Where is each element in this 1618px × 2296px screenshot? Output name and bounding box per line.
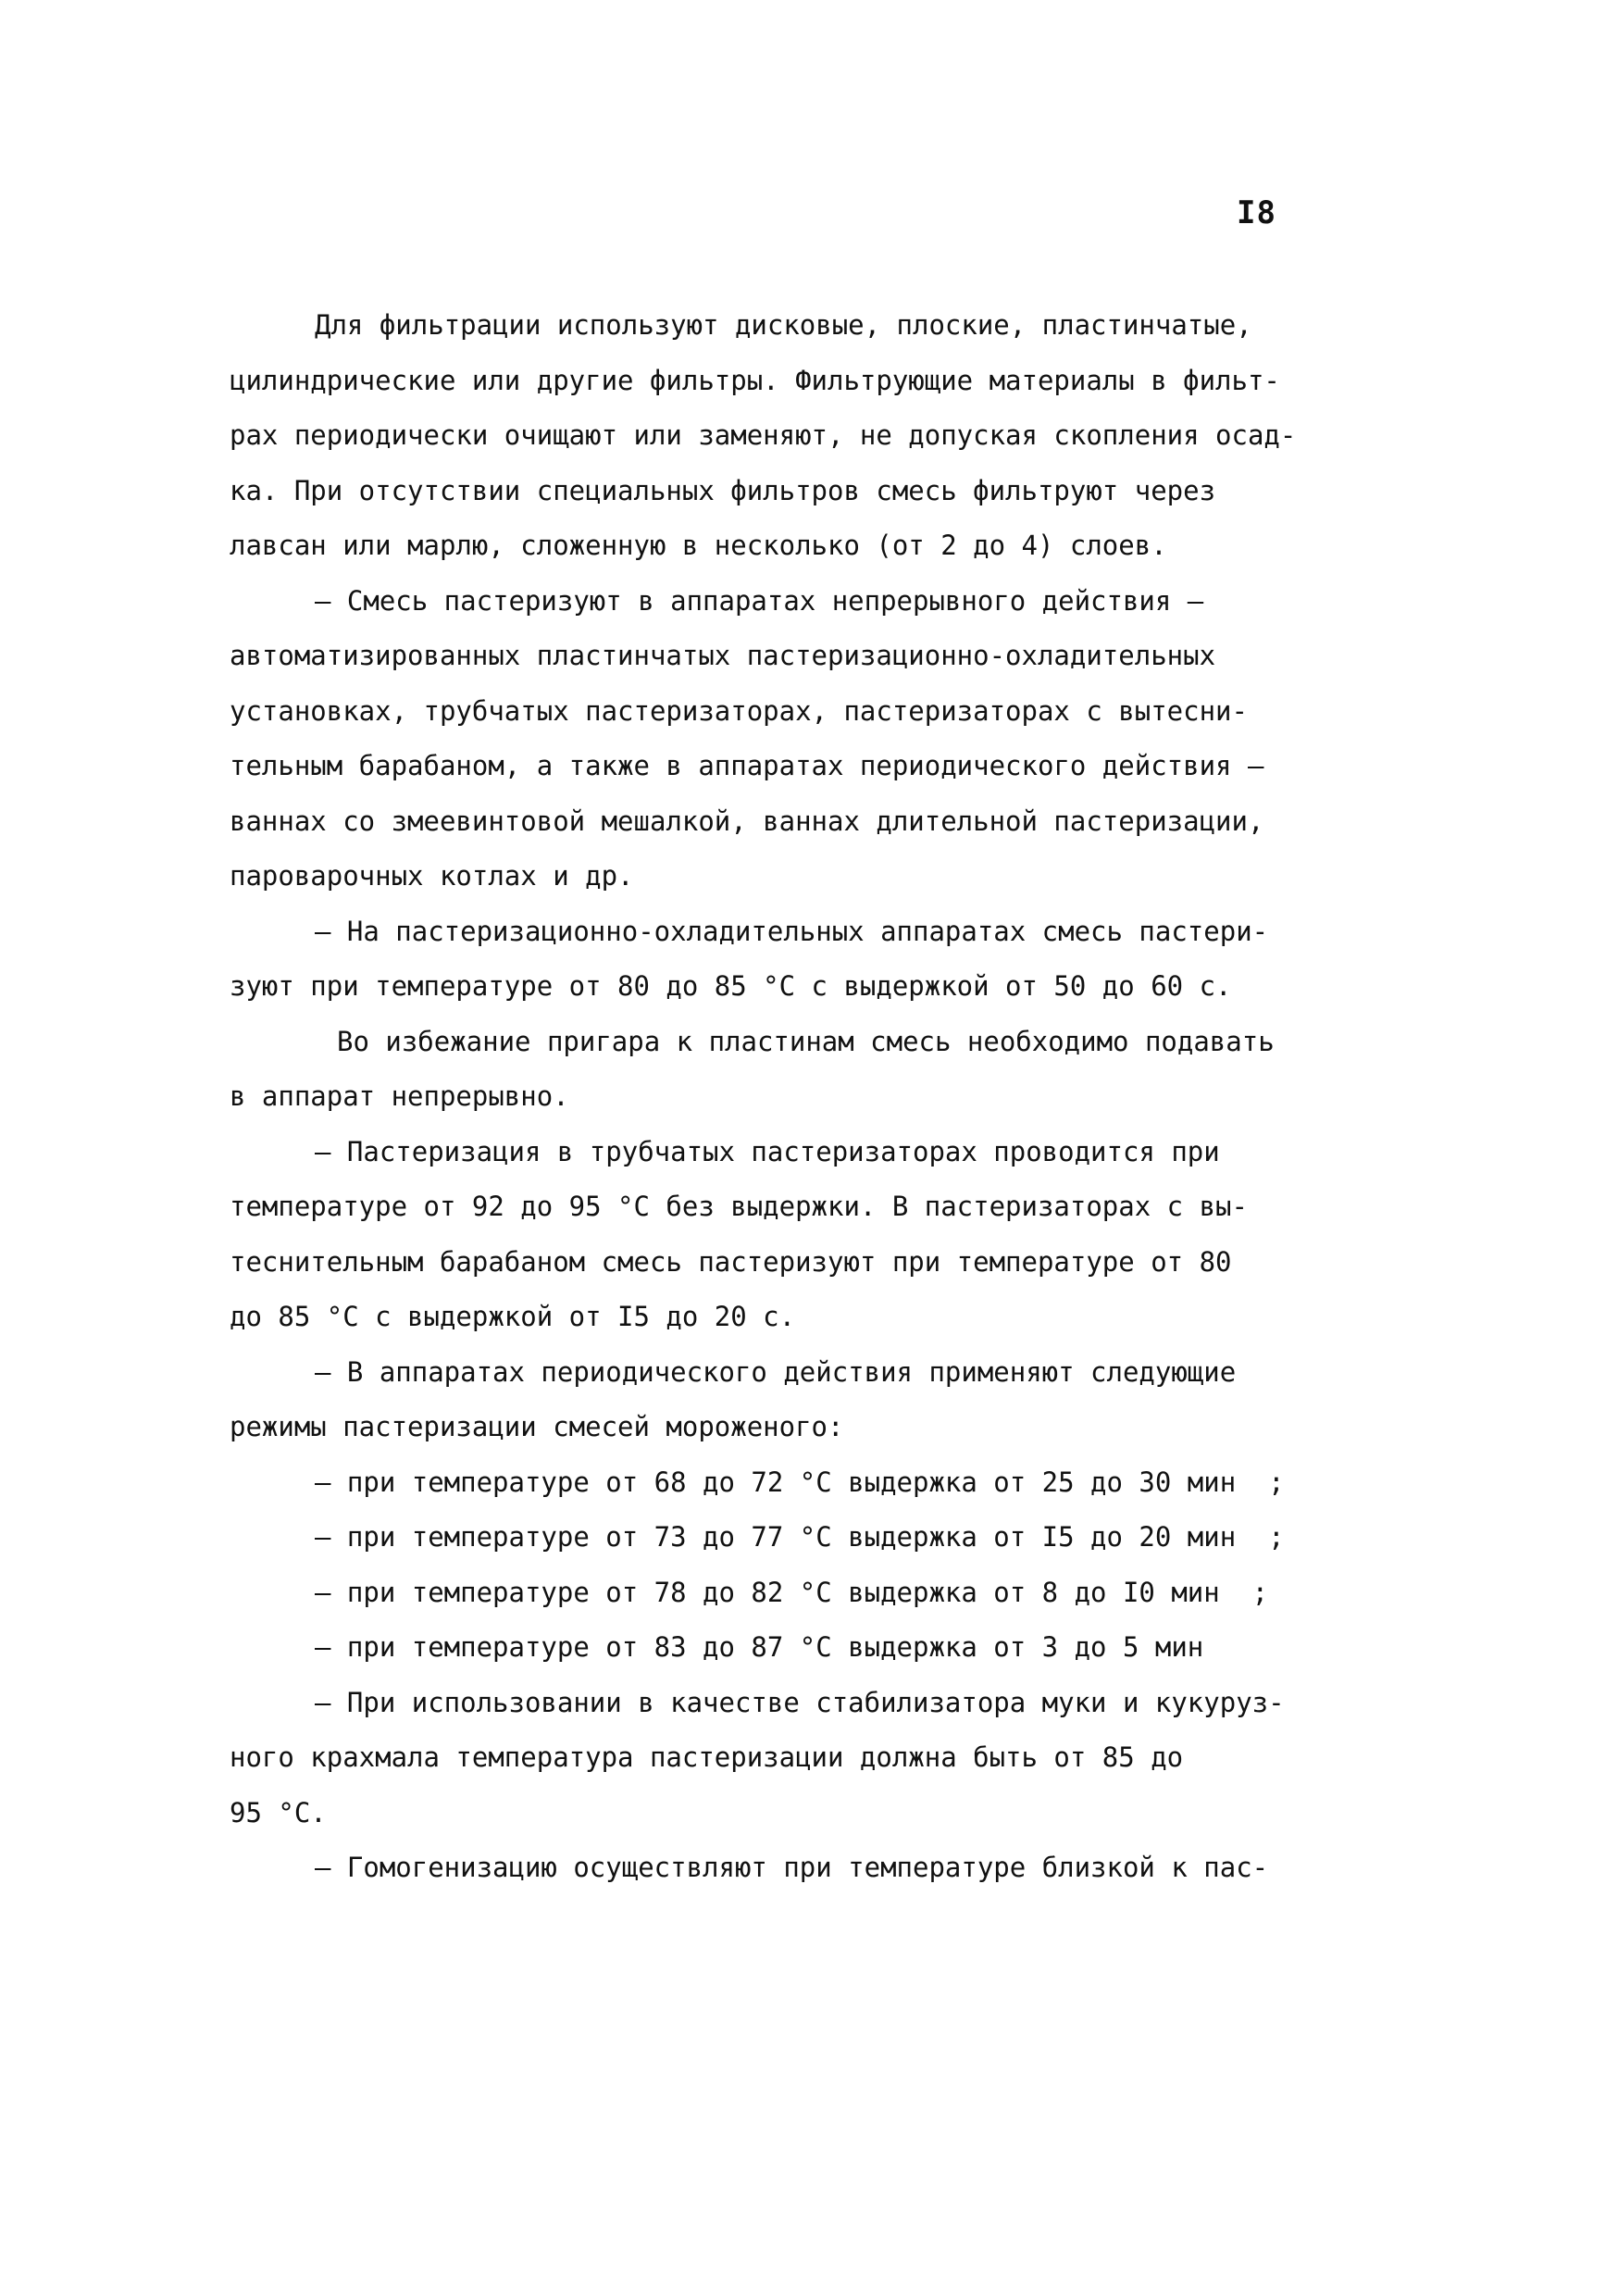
text-line: – Пастеризация в трубчатых пастеризаторах проводится при	[315, 1135, 1220, 1167]
text-line: Во избежание пригара к пластинам смесь необходимо подавать	[337, 1025, 1275, 1057]
list-item: – при температуре от 78 до 82 °С выдержка от 8 до I0 мин ;	[315, 1576, 1269, 1608]
text-line: пароварочных котлах и др.	[230, 860, 634, 892]
text-line: Для фильтрации используют дисковые, плоские, пластинчатые,	[315, 309, 1252, 341]
text-line: до 85 °С с выдержкой от I5 до 20 с.	[230, 1301, 796, 1332]
text-line: режимы пастеризации смесей мороженого:	[230, 1411, 844, 1442]
text-line: цилиндрические или другие фильтры. Фильтрующие материалы в фильт-	[230, 364, 1280, 396]
text-line: тельным барабаном, а также в аппаратах периодического действия –	[230, 750, 1264, 781]
text-line: установках, трубчатых пастеризаторах, пастеризаторах с вытесни-	[230, 694, 1248, 727]
list-item: – при температуре от 68 до 72 °С выдержка от 25 до 30 мин ;	[315, 1466, 1285, 1498]
text-line: 95 °С.	[230, 1796, 327, 1828]
text-line: рах периодически очищают или заменяют, не допуская скопления осад-	[230, 419, 1297, 451]
document-body	[230, 298, 1396, 1896]
text-line: ка. При отсутствии специальных фильтров смесь фильтруют через	[230, 474, 1216, 506]
text-line: – В аппаратах периодического действия применяют следующие	[315, 1355, 1237, 1388]
text-line: лавсан или марлю, сложенную в несколько (от 2 до 4) слоев.	[230, 530, 1167, 561]
text-line: – Гомогенизацию осуществляют при температуре близкой к пас-	[315, 1852, 1269, 1883]
list-item: – при температуре от 73 до 77 °С выдержка от I5 до 20 мин ;	[315, 1521, 1285, 1553]
list-item: – при температуре от 83 до 87 °С выдержка от 3 до 5 мин	[315, 1631, 1204, 1663]
text-line: зуют при температуре от 80 до 85 °С с выдержкой от 50 до 60 с.	[230, 970, 1232, 1002]
text-line: автоматизированных пластинчатых пастеризационно-охладительных	[230, 640, 1216, 671]
text-line: ваннах со змеевинтовой мешалкой, ваннах длительной пастеризации,	[230, 805, 1264, 837]
text-line: теснительным барабаном смесь пастеризуют при температуре от 80	[230, 1245, 1232, 1278]
text-line: в аппарат непрерывно.	[230, 1080, 569, 1112]
page-number: I8	[1237, 194, 1276, 231]
text-line: ного крахмала температура пастеризации должна быть от 85 до	[230, 1741, 1184, 1773]
text-line: – На пастеризационно-охладительных аппаратах смесь пастери-	[315, 915, 1269, 947]
text-line: – Смесь пастеризуют в аппаратах непрерывного действия –	[315, 584, 1204, 617]
text-line: – При использовании в качестве стабилизатора муки и кукуруз-	[315, 1686, 1285, 1718]
text-line: температуре от 92 до 95 °С без выдержки. В пастеризаторах с вы-	[230, 1191, 1248, 1222]
